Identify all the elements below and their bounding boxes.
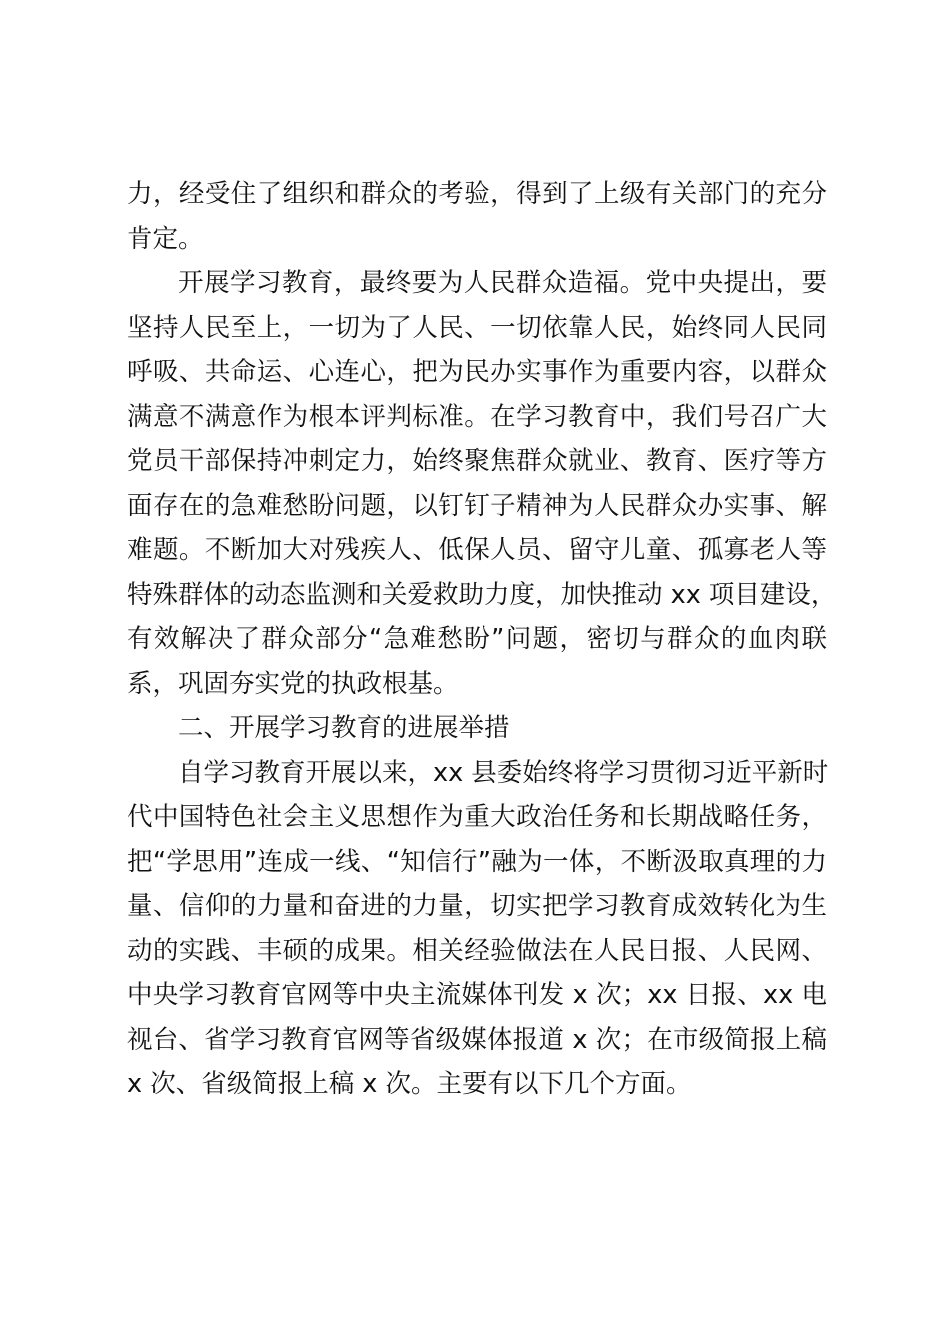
text-line: 党员干部保持冲刺定力，始终聚焦群众就业、教育、医疗等方 (127, 446, 827, 476)
section-heading: 二、开展学习教育的进展举措 (178, 713, 510, 743)
document-body (127, 172, 837, 1107)
text-line: 视台、省学习教育官网等省级媒体报道 x 次；在市级简报上稿 (127, 1024, 827, 1055)
text-line: x 次、省级简报上稿 x 次。主要有以下几个方面。 (127, 1069, 692, 1099)
text-line: 坚持人民至上，一切为了人民、一切依靠人民，始终同人民同 (127, 312, 827, 343)
text-line: 动的实践、丰硕的成果。相关经验做法在人民日报、人民网、 (127, 935, 827, 966)
text-line: 系，巩固夯实党的执政根基。 (127, 668, 459, 699)
text-line: 把“学思用”连成一线、“知信行”融为一体，不断汲取真理的力 (127, 846, 827, 877)
text-line: 特殊群体的动态监测和关爱救助力度，加快推动 xx 项目建设， (127, 579, 837, 610)
text-line: 面存在的急难愁盼问题，以钉钉子精神为人民群众办实事、解 (127, 490, 827, 521)
text-line: 自学习教育开展以来，xx 县委始终将学习贯彻习近平新时 (178, 757, 829, 788)
text-line: 开展学习教育，最终要为人民群众造福。党中央提出，要 (178, 268, 827, 298)
paragraph-progress-measures (127, 751, 827, 1107)
text-line: 满意不满意作为根本评判标准。在学习教育中，我们号召广大 (127, 401, 827, 432)
text-line: 肯定。 (127, 223, 204, 254)
text-line: 量、信仰的力量和奋进的力量，切实把学习教育成效转化为生 (127, 891, 827, 921)
text-line: 呼吸、共命运、心连心，把为民办实事作为重要内容，以群众 (127, 357, 827, 387)
text-line: 难题。不断加大对残疾人、低保人员、留守儿童、孤寡老人等 (127, 535, 827, 565)
paragraph-serve-people (127, 261, 837, 706)
text-line: 有效解决了群众部分“急难愁盼”问题，密切与群众的血肉联 (127, 624, 827, 654)
text-line: 中央学习教育官网等中央主流媒体刊发 x 次；xx 日报、xx 电 (127, 980, 827, 1010)
text-line: 力，经受住了组织和群众的考验，得到了上级有关部门的充分 (127, 179, 827, 209)
text-line: 代中国特色社会主义思想作为重大政治任务和长期战略任务， (127, 802, 827, 832)
paragraph-continuation (127, 172, 827, 261)
